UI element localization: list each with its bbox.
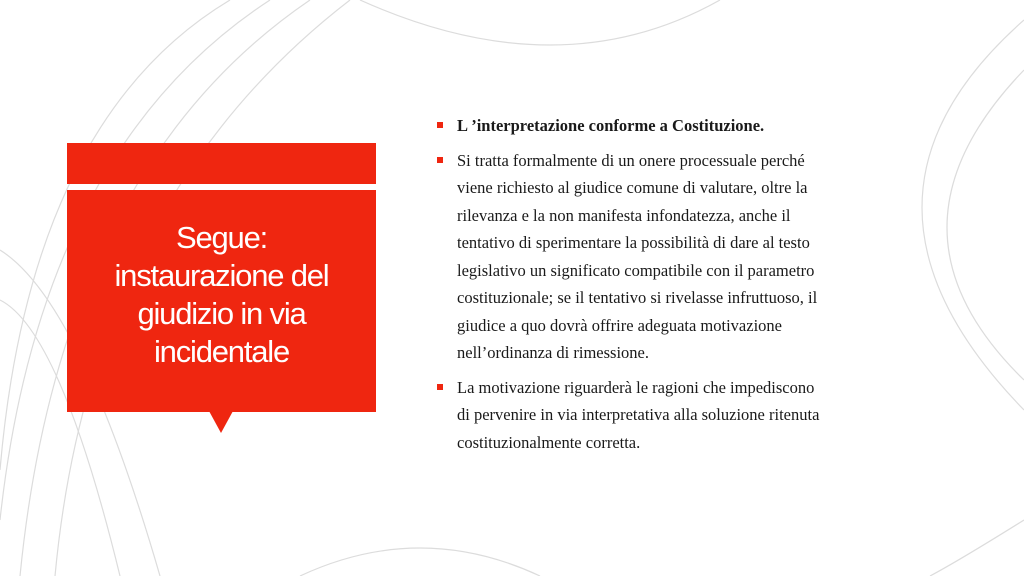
bullet-text — [457, 147, 947, 367]
square-bullet-icon — [437, 157, 443, 163]
bullet-text — [457, 112, 947, 140]
bullet-item — [437, 374, 947, 457]
bullet-item — [437, 147, 947, 367]
title-panel — [67, 190, 376, 412]
bullet-line: giudice a quo dovrà offrire adeguata motivazione — [457, 315, 782, 335]
title-line: instaurazione del — [114, 258, 329, 293]
bullet-line: Si tratta formalmente di un onere processuale perché — [457, 150, 805, 170]
bullet-line: di pervenire in via interpretativa alla soluzione ritenuta — [457, 405, 820, 424]
bullet-line: costituzionale; se il tentativo si rivelasse infruttuoso, il — [457, 288, 818, 307]
bullet-line: costituzionalmente corretta. — [457, 432, 641, 452]
slide-title — [77, 219, 367, 371]
square-bullet-icon — [437, 122, 443, 128]
bullet-line: rilevanza e la non manifesta infondatezza, anche il — [457, 205, 791, 225]
title-pointer-triangle — [209, 411, 233, 433]
square-bullet-icon — [437, 384, 443, 390]
bullet-list — [437, 112, 947, 463]
bullet-line: L ’interpretazione conforme a Costituzione. — [457, 116, 765, 135]
bullet-text — [457, 374, 947, 457]
bullet-line: legislativo un significato compatibile con il parametro — [457, 260, 815, 280]
title-line: Segue: — [175, 220, 268, 255]
bullet-item — [437, 112, 947, 140]
bullet-line: tentativo di sperimentare la possibilità di dare al testo — [457, 233, 810, 252]
bullet-line: La motivazione riguarderà le ragioni che impediscono — [457, 377, 815, 397]
title-line: incidentale — [153, 334, 290, 369]
bullet-line: viene richiesto al giudice comune di valutare, oltre la — [457, 178, 808, 197]
title-line: giudizio in via — [137, 296, 306, 331]
accent-bar — [67, 143, 376, 184]
bullet-line: nell’ordinanza di rimessione. — [457, 343, 649, 362]
